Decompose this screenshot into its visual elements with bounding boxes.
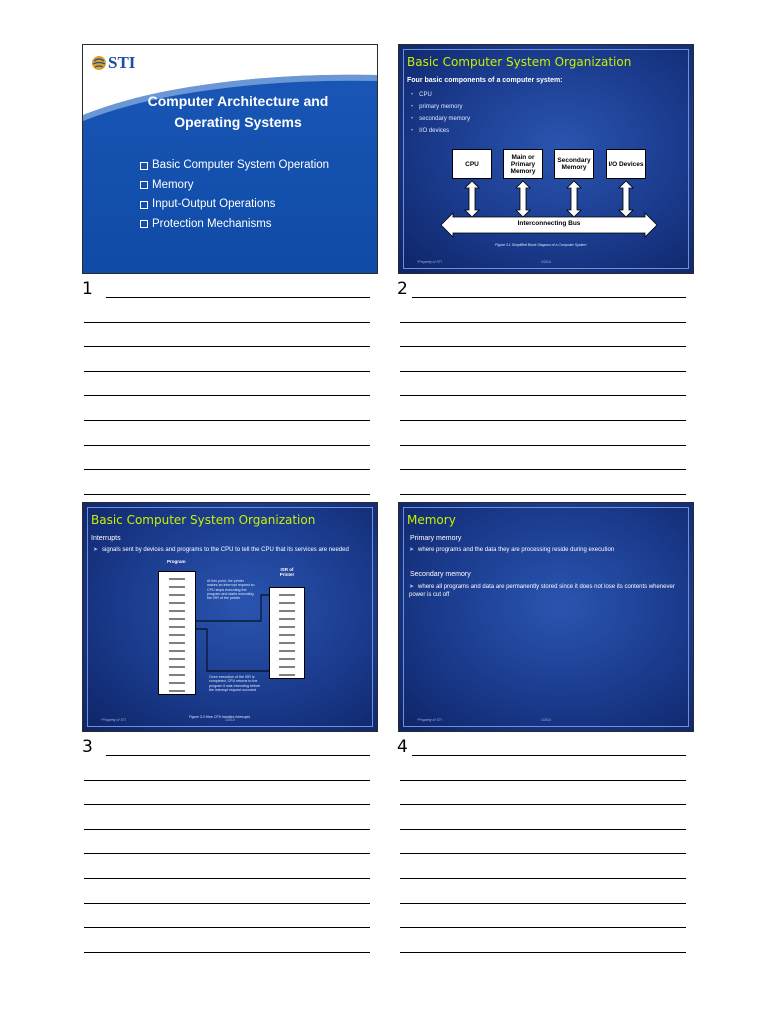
slide-number-1: 1 <box>82 279 93 299</box>
footer-property: *Property of STI <box>417 260 442 264</box>
note-line <box>84 780 370 781</box>
checkbox-square-icon <box>140 162 148 170</box>
note-return-from-isr: Once execution of the ISR is completed, CPU returns to the program it was executing before the interrupt request occurred <box>209 675 261 692</box>
list-item-text: Input-Output Operations <box>152 198 276 210</box>
list-item <box>140 195 329 215</box>
note-line <box>400 878 686 879</box>
note-line <box>400 346 686 347</box>
slide-4-thumbnail <box>398 502 694 732</box>
note-interrupt-request: At this point, the printer makes an interrupt request so CPU stops executing the program and starts executing the ISR of the printer <box>207 579 255 601</box>
io-devices-box: I/O Devices <box>606 149 646 179</box>
bullet-icon: • <box>411 128 414 134</box>
figure-caption: Figure 3.1 Simplified Block Diagram of a Computer System <box>495 243 587 247</box>
chevron-right-icon: ➤ <box>409 547 415 553</box>
slide-number-3: 3 <box>82 737 93 757</box>
note-line <box>400 371 686 372</box>
list-item-text: Basic Computer System Operation <box>152 159 330 171</box>
note-line <box>400 780 686 781</box>
checkbox-square-icon <box>140 201 148 209</box>
updown-arrow-secondary <box>567 181 581 217</box>
updown-arrow-cpu <box>465 181 479 217</box>
note-line <box>84 927 370 928</box>
globe-icon <box>91 55 107 71</box>
logo-text: STI <box>108 53 136 72</box>
isr-label: ISR of Printer <box>279 567 295 577</box>
note-line <box>84 346 370 347</box>
block-diagram <box>399 45 694 274</box>
list-item <box>140 156 329 176</box>
slide-number-2: 2 <box>397 279 408 299</box>
note-line <box>400 804 686 805</box>
list-item: • secondary memory <box>411 116 471 122</box>
note-line <box>412 755 686 756</box>
note-line <box>400 395 686 396</box>
note-line <box>84 829 370 830</box>
return-from-isr-line <box>196 629 269 671</box>
list-item <box>140 176 329 196</box>
list-item-text: Memory <box>152 178 194 191</box>
secondary-memory-heading: Secondary memory <box>410 571 471 578</box>
footer-date: 1/3/14 <box>541 718 551 722</box>
note-line <box>84 853 370 854</box>
slide-3-thumbnail <box>82 502 378 732</box>
primary-memory-heading: Primary memory <box>410 535 462 542</box>
bullet-icon: • <box>411 104 414 110</box>
list-item: • I/O devices <box>411 128 450 134</box>
slide-3-subtitle: Interrupts <box>91 535 121 542</box>
footer-date: 1/3/14 <box>541 260 551 264</box>
secondary-memory-box: Secondary Memory <box>554 149 594 179</box>
slide-number-4: 4 <box>397 737 408 757</box>
list-item: • primary memory <box>411 104 463 110</box>
bullet-icon: • <box>411 92 414 98</box>
note-line <box>400 952 686 953</box>
list-item-text: Protection Mechanisms <box>152 217 272 230</box>
note-line <box>400 494 686 495</box>
note-line <box>400 927 686 928</box>
note-line <box>84 322 370 323</box>
note-line <box>106 297 370 298</box>
slide-2-title: Basic Computer System Organization <box>407 55 632 69</box>
bus-label: Interconnecting Bus <box>517 220 581 227</box>
note-line <box>400 322 686 323</box>
note-line <box>84 420 370 421</box>
interrupt-diagram-lines <box>83 503 378 732</box>
cpu-box: CPU <box>452 149 492 179</box>
note-line <box>84 371 370 372</box>
bullet-icon: • <box>411 116 414 122</box>
updown-arrow-io <box>619 181 633 217</box>
note-line <box>84 804 370 805</box>
note-line <box>84 878 370 879</box>
note-line <box>400 903 686 904</box>
figure-caption: Figure 3.3 How CPU handles Interrupts <box>189 715 251 719</box>
checkbox-square-icon <box>140 220 148 228</box>
slide-1-thumbnail <box>82 44 378 274</box>
list-item: • CPU <box>411 92 432 98</box>
slide-1-title: Computer Architecture and Operating Systems <box>147 93 329 130</box>
secondary-memory-text: ➤ where all programs and data are permanently stored since it does not lose its contents whenever power is cut off <box>409 584 675 598</box>
note-line <box>400 829 686 830</box>
program-label: Program <box>167 559 186 564</box>
slide-1-topic-list <box>140 156 329 234</box>
slide-4-title: Memory <box>407 513 456 527</box>
slide-2-subtitle: Four basic components of a computer system: <box>407 77 563 84</box>
list-item <box>140 215 329 235</box>
note-line <box>106 755 370 756</box>
note-line <box>400 420 686 421</box>
slide-2-thumbnail <box>398 44 694 274</box>
slide-3-title: Basic Computer System Organization <box>91 513 316 527</box>
updown-arrow-memory <box>516 181 530 217</box>
note-line <box>84 952 370 953</box>
note-line <box>84 494 370 495</box>
bullet-text: signals sent by devices and programs to the CPU to tell the CPU that its services are needed <box>102 547 349 553</box>
chevron-right-icon: ➤ <box>409 584 415 590</box>
note-line <box>400 853 686 854</box>
chevron-right-icon: ➤ <box>93 547 99 553</box>
note-line <box>412 297 686 298</box>
primary-memory-text: ➤ where programs and the data they are processing reside during execution <box>409 547 615 553</box>
note-line <box>84 395 370 396</box>
sti-logo <box>91 53 135 73</box>
note-line <box>400 445 686 446</box>
checkbox-square-icon <box>140 181 148 189</box>
footer-date: 1/3/14 <box>225 718 235 722</box>
footer-property: *Property of STI <box>417 718 442 722</box>
note-line <box>84 445 370 446</box>
note-line <box>400 469 686 470</box>
note-line <box>84 903 370 904</box>
footer-property: *Property of STI <box>101 718 126 722</box>
note-line <box>84 469 370 470</box>
main-memory-box: Main or Primary Memory <box>503 149 543 179</box>
